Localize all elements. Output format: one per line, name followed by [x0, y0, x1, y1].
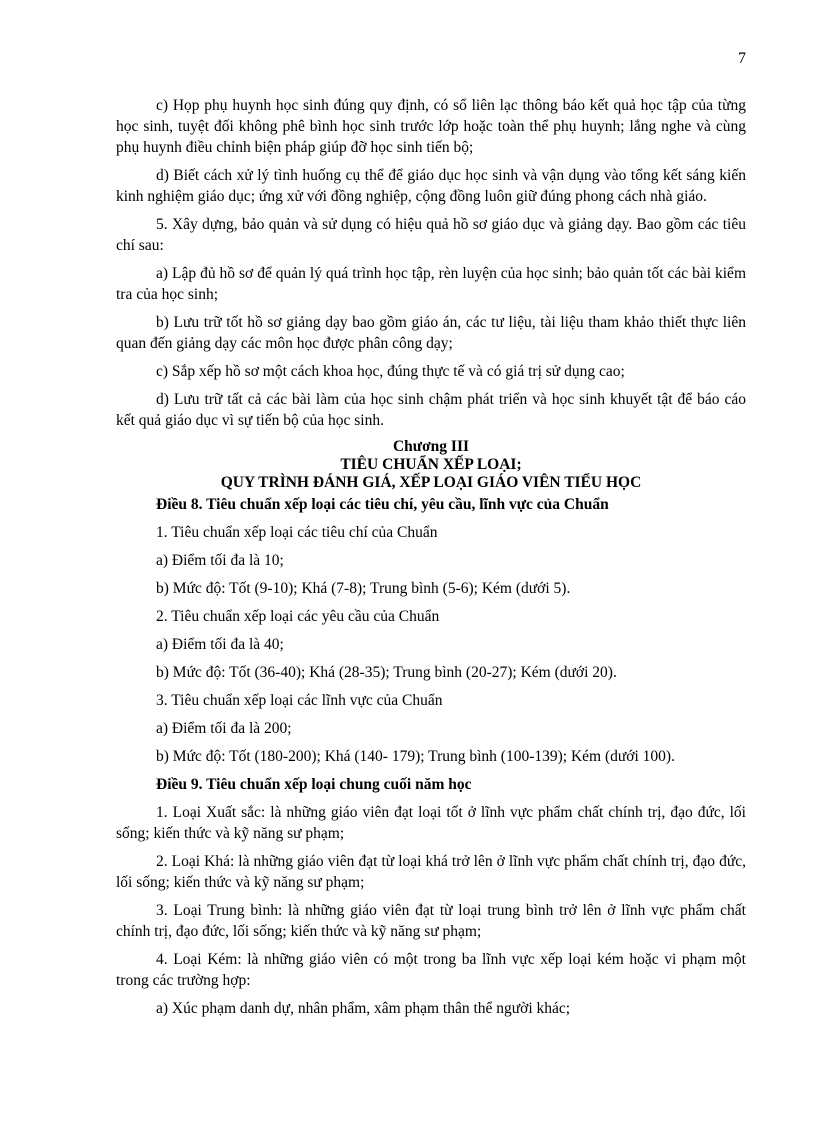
page-number: 7: [738, 50, 746, 67]
list-item: 1. Tiêu chuẩn xếp loại các tiêu chí của Chuẩn: [156, 524, 438, 541]
list-item: b) Mức độ: Tốt (180-200); Khá (140- 179); Trung bình (100-139); Kém (dưới 100).: [156, 748, 675, 765]
chapter-title-line-2: QUY TRÌNH ĐÁNH GIÁ, XẾP LOẠI GIÁO VIÊN TIỂU HỌC: [220, 474, 642, 491]
article-9-heading: Điều 9. Tiêu chuẩn xếp loại chung cuối năm học: [156, 776, 472, 793]
list-item: a) Xúc phạm danh dự, nhân phẩm, xâm phạm thân thể người khác;: [156, 1000, 571, 1017]
list-item: b) Mức độ: Tốt (36-40); Khá (28-35); Trung bình (20-27); Kém (dưới 20).: [156, 664, 617, 681]
list-item: 3. Loại Trung bình: là những giáo viên đạt từ loại trung bình trở lên ở lĩnh vực phẩm chất chính trị, đạo đức, lối sống; kiến thức và kỹ năng sư phạm;: [116, 902, 746, 940]
article-8-heading: Điều 8. Tiêu chuẩn xếp loại các tiêu chí, yêu cầu, lĩnh vực của Chuẩn: [156, 496, 609, 513]
paragraph: 5. Xây dựng, bảo quản và sử dụng có hiệu quả hồ sơ giáo dục và giảng dạy. Bao gồm các tiêu chí sau:: [116, 216, 746, 254]
page-body: [116, 95, 746, 1026]
chapter-title-line-1: TIÊU CHUẨN XẾP LOẠI;: [340, 456, 522, 473]
list-item: 3. Tiêu chuẩn xếp loại các lĩnh vực của Chuẩn: [156, 692, 443, 709]
paragraph: d) Lưu trữ tất cả các bài làm của học sinh chậm phát triển và học sinh khuyết tật để báo cáo kết quả giáo dục vì sự tiến bộ của học sinh.: [116, 391, 746, 429]
list-item: a) Điểm tối đa là 10;: [156, 552, 284, 569]
list-item: 2. Loại Khá: là những giáo viên đạt từ loại khá trở lên ở lĩnh vực phẩm chất chính trị, đạo đức, lối sống; kiến thức và kỹ năng sư phạm;: [116, 853, 746, 891]
chapter-heading: [116, 438, 746, 492]
list-item: a) Điểm tối đa là 200;: [156, 720, 292, 737]
list-item: 4. Loại Kém: là những giáo viên có một trong ba lĩnh vực xếp loại kém hoặc vi phạm một trong các trường hợp:: [116, 951, 746, 989]
list-item: 1. Loại Xuất sắc: là những giáo viên đạt loại tốt ở lĩnh vực phẩm chất chính trị, đạo đức, lối sống; kiến thức và kỹ năng sư phạm;: [116, 804, 746, 842]
paragraph: a) Lập đủ hồ sơ để quản lý quá trình học tập, rèn luyện của học sinh; bảo quản tốt các bài kiểm tra của học sinh;: [116, 265, 746, 303]
list-item: 2. Tiêu chuẩn xếp loại các yêu cầu của Chuẩn: [156, 608, 440, 625]
chapter-number: Chương III: [392, 438, 470, 455]
paragraph: c) Sắp xếp hồ sơ một cách khoa học, đúng thực tế và có giá trị sử dụng cao;: [156, 363, 625, 380]
list-item: b) Mức độ: Tốt (9-10); Khá (7-8); Trung bình (5-6); Kém (dưới 5).: [156, 580, 571, 597]
paragraph: b) Lưu trữ tốt hồ sơ giảng dạy bao gồm giáo án, các tư liệu, tài liệu tham khảo thiết thực liên quan đến giảng dạy các môn học được phân công dạy;: [116, 314, 746, 352]
paragraph: c) Họp phụ huynh học sinh đúng quy định, có sổ liên lạc thông báo kết quả học tập của từng học sinh, tuyệt đối không phê bình học sinh trước lớp hoặc toàn thể phụ huynh; lắng nghe và cùng phụ huynh điều chỉnh biện pháp giúp đỡ học sinh tiến bộ;: [116, 97, 746, 156]
list-item: a) Điểm tối đa là 40;: [156, 636, 284, 653]
paragraph: d) Biết cách xử lý tình huống cụ thể để giáo dục học sinh và vận dụng vào tổng kết sáng kiến kinh nghiệm giáo dục; ứng xử với đồng nghiệp, cộng đồng luôn giữ đúng phong cách nhà giáo.: [116, 167, 746, 205]
